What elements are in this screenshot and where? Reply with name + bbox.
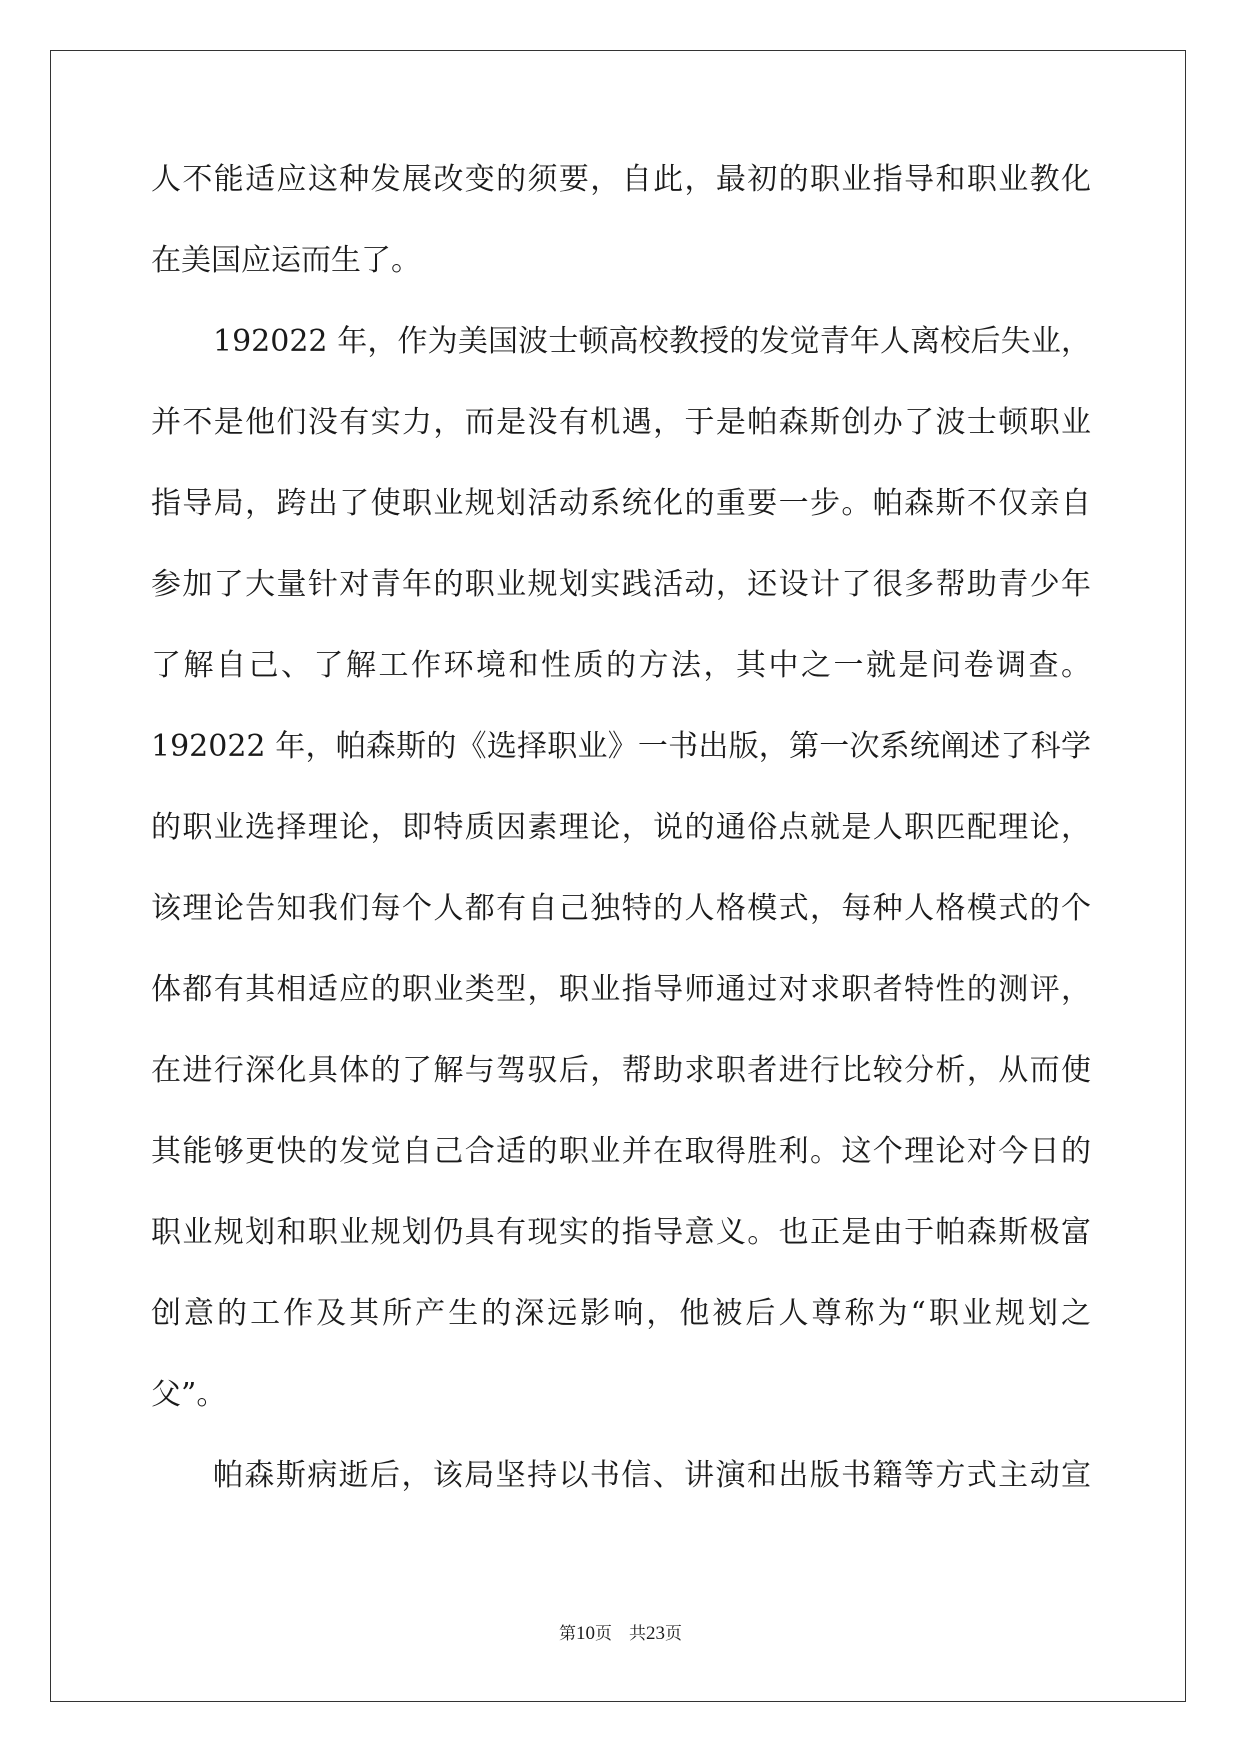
text-line: 职业规划和职业规划仍具有现实的指导意义。也正是由于帕森斯极富 (151, 1215, 1091, 1250)
footer-suffix: 页 (665, 1624, 682, 1643)
footer-prefix: 第 (559, 1624, 576, 1643)
footer-middle: 页 共 (595, 1624, 646, 1643)
text-line: 192022 年，作为美国波士顿高校教授的发觉青年人离校后失业， (213, 324, 1091, 359)
text-line: 体都有其相适应的职业类型，职业指导师通过对求职者特性的测评， (151, 972, 1091, 1007)
text-line: 了解自己、了解工作环境和性质的方法，其中之一就是问卷调查。 (151, 648, 1091, 683)
text-line: 该理论告知我们每个人都有自己独特的人格模式，每种人格模式的个 (151, 891, 1091, 926)
text-line: 参加了大量针对青年的职业规划实践活动，还设计了很多帮助青少年 (151, 567, 1091, 602)
text-line: 指导局，跨出了使职业规划活动系统化的重要一步。帕森斯不仅亲自 (151, 486, 1091, 521)
text-line: 并不是他们没有实力，而是没有机遇，于是帕森斯创办了波士顿职业 (151, 405, 1091, 440)
text-line: 帕森斯病逝后，该局坚持以书信、讲演和出版书籍等方式主动宣 (213, 1458, 1091, 1493)
text-line: 父”。 (151, 1377, 227, 1412)
text-line: 192022 年，帕森斯的《选择职业》一书出版，第一次系统阐述了科学 (151, 729, 1091, 764)
text-line: 创意的工作及其所产生的深远影响，他被后人尊称为“职业规划之 (151, 1296, 1091, 1331)
current-page-number: 10 (576, 1623, 595, 1644)
text-line: 在美国应运而生了。 (151, 243, 421, 278)
page-footer (0, 1619, 1241, 1645)
text-line: 在进行深化具体的了解与驾驭后，帮助求职者进行比较分析，从而使 (151, 1053, 1091, 1088)
text-line: 人不能适应这种发展改变的须要，自此，最初的职业指导和职业教化 (151, 162, 1091, 197)
text-line: 的职业选择理论，即特质因素理论，说的通俗点就是人职匹配理论， (151, 810, 1091, 845)
body-text (151, 160, 1091, 1537)
text-line: 其能够更快的发觉自己合适的职业并在取得胜利。这个理论对今日的 (151, 1134, 1091, 1169)
total-page-number: 23 (646, 1623, 665, 1644)
